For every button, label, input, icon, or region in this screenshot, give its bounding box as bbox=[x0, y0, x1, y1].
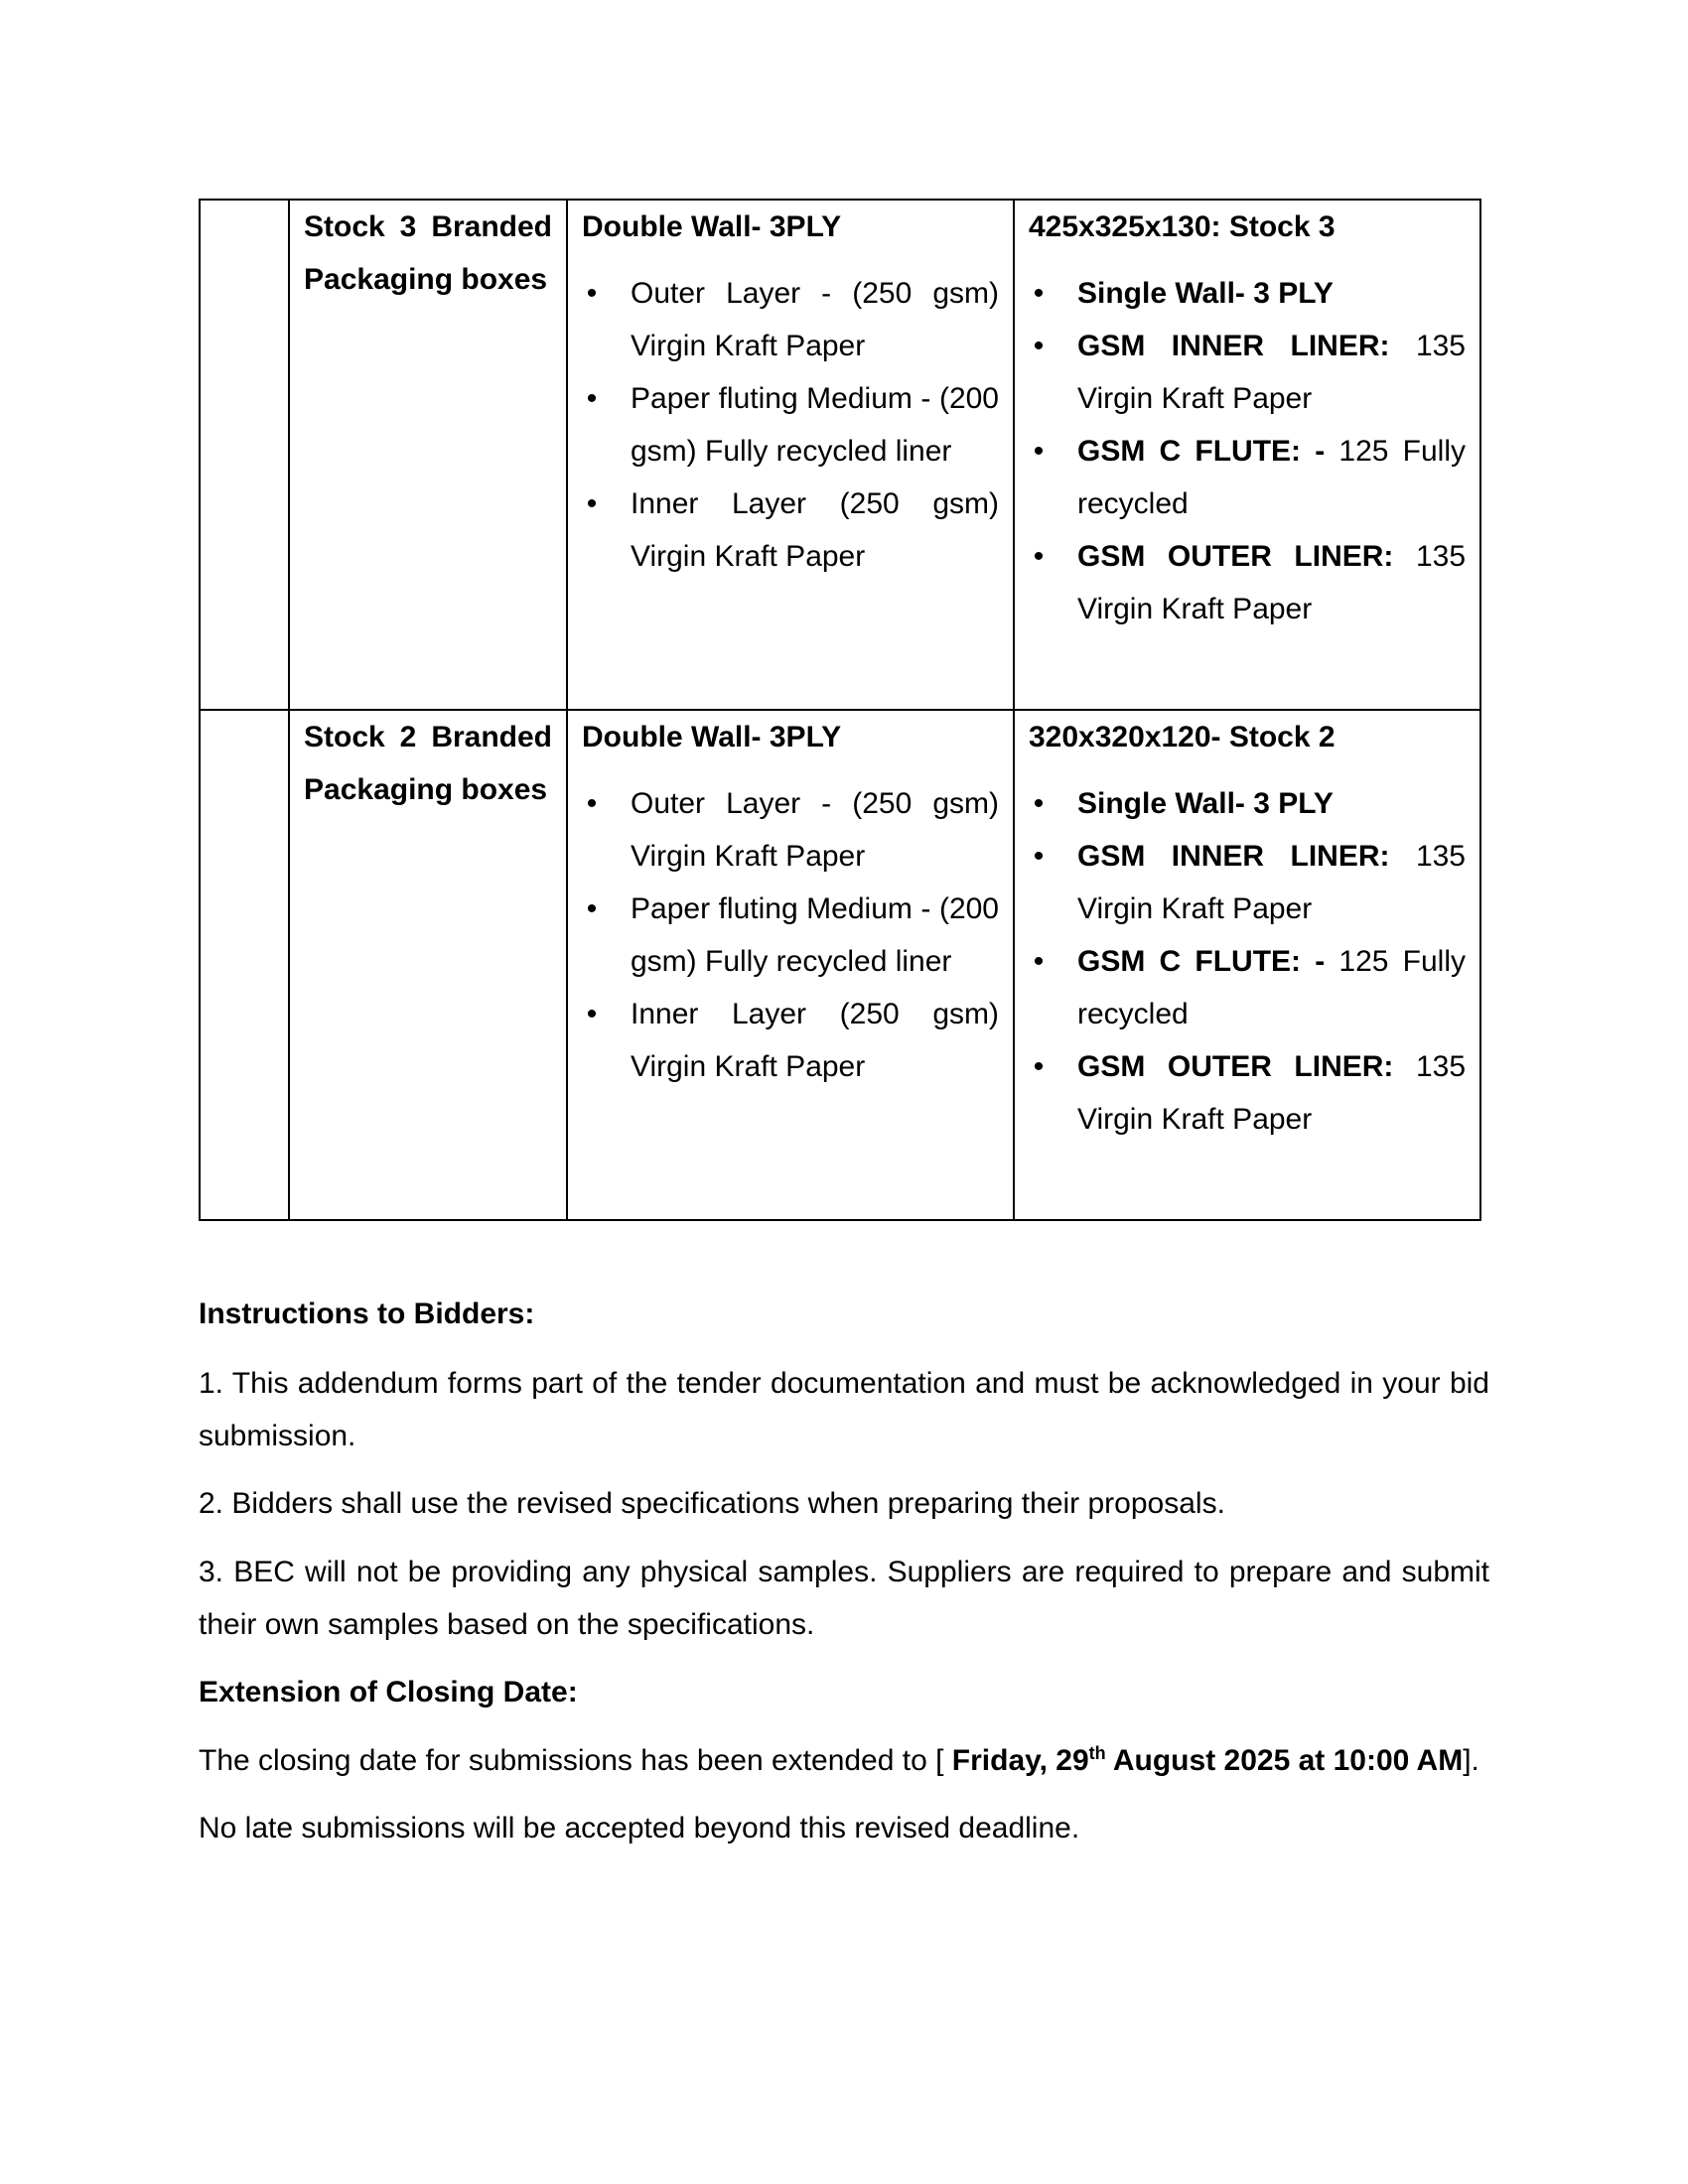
instruction-item: 3. BEC will not be providing any physical samples. Suppliers are required to prepare and submit their own samples based on the specifications. bbox=[199, 1556, 1489, 1641]
item-description-line: Stock 2 Branded bbox=[304, 721, 552, 753]
spec-list-item: • GSM INNER LINER: 135 Virgin Kraft Paper bbox=[1029, 830, 1466, 935]
spec-heading: 320x320x120- Stock 2 bbox=[1029, 721, 1336, 753]
specification-table bbox=[199, 199, 1481, 1221]
spec-list-item: • Outer Layer - (250 gsm) Virgin Kraft Paper bbox=[582, 777, 999, 883]
bullet-icon: • bbox=[1033, 435, 1045, 468]
late-submission-note: No late submissions will be accepted beyond this revised deadline. bbox=[199, 1812, 1080, 1844]
spec-heading: Double Wall- 3PLY bbox=[582, 210, 842, 243]
spec-list-item: • GSM INNER LINER: 135 Virgin Kraft Paper bbox=[1029, 320, 1466, 425]
item-description-line: Packaging boxes bbox=[304, 773, 548, 806]
bullet-icon: • bbox=[586, 277, 598, 310]
bullet-icon: • bbox=[586, 487, 598, 520]
bullet-icon: • bbox=[1033, 277, 1045, 310]
table-row bbox=[200, 710, 1480, 1220]
table-row bbox=[200, 200, 1480, 710]
bullet-icon: • bbox=[1033, 945, 1045, 978]
spec-list-item: • Single Wall- 3 PLY bbox=[1029, 267, 1466, 320]
item-description-line: Packaging boxes bbox=[304, 263, 548, 296]
bullet-icon: • bbox=[1033, 540, 1045, 573]
bullet-icon: • bbox=[586, 998, 598, 1030]
bullet-icon: • bbox=[586, 892, 598, 925]
revised-spec-cell bbox=[1014, 710, 1480, 1220]
bullet-icon: • bbox=[586, 787, 598, 820]
spec-list-item: • GSM OUTER LINER: 135 Virgin Kraft Paper bbox=[1029, 530, 1466, 635]
bullet-icon: • bbox=[1033, 1050, 1045, 1083]
spec-list-item: • Paper fluting Medium - (200 gsm) Fully recycled liner bbox=[582, 883, 999, 988]
instructions-heading: Instructions to Bidders: bbox=[199, 1297, 535, 1330]
bullet-icon: • bbox=[1033, 330, 1045, 362]
spec-list-item: • GSM C FLUTE: - 125 Fully recycled bbox=[1029, 425, 1466, 530]
extension-heading: Extension of Closing Date: bbox=[199, 1676, 578, 1708]
item-description-cell bbox=[289, 200, 567, 710]
spec-list-item: • GSM C FLUTE: - 125 Fully recycled bbox=[1029, 935, 1466, 1040]
spec-list-item: • Inner Layer (250 gsm) Virgin Kraft Paper bbox=[582, 478, 999, 583]
item-description-line: Stock 3 Branded bbox=[304, 210, 552, 243]
bullet-icon: • bbox=[1033, 787, 1045, 820]
spec-list-item: • Inner Layer (250 gsm) Virgin Kraft Paper bbox=[582, 988, 999, 1093]
spec-heading: 425x325x130: Stock 3 bbox=[1029, 210, 1336, 243]
spec-heading: Double Wall- 3PLY bbox=[582, 721, 842, 753]
spec-list-item: • Paper fluting Medium - (200 gsm) Fully recycled liner bbox=[582, 372, 999, 478]
instruction-item: 2. Bidders shall use the revised specifications when preparing their proposals. bbox=[199, 1487, 1225, 1520]
closing-date-statement: The closing date for submissions has been extended to [ Friday, 29th August 2025 at 10:00 AM]. bbox=[199, 1743, 1479, 1777]
spec-list-item: • GSM OUTER LINER: 135 Virgin Kraft Paper bbox=[1029, 1040, 1466, 1146]
original-spec-cell bbox=[567, 200, 1014, 710]
bullet-icon: • bbox=[586, 382, 598, 415]
item-number-cell bbox=[200, 200, 289, 710]
original-spec-cell bbox=[567, 710, 1014, 1220]
instruction-item: 1. This addendum forms part of the tender documentation and must be acknowledged in your bid submission. bbox=[199, 1367, 1489, 1452]
item-number-cell bbox=[200, 710, 289, 1220]
spec-list-item: • Single Wall- 3 PLY bbox=[1029, 777, 1466, 830]
spec-list-item: • Outer Layer - (250 gsm) Virgin Kraft Paper bbox=[582, 267, 999, 372]
closing-date: Friday, 29th August 2025 at 10:00 AM bbox=[951, 1743, 1464, 1777]
revised-spec-cell bbox=[1014, 200, 1480, 710]
item-description-cell bbox=[289, 710, 567, 1220]
bullet-icon: • bbox=[1033, 840, 1045, 873]
